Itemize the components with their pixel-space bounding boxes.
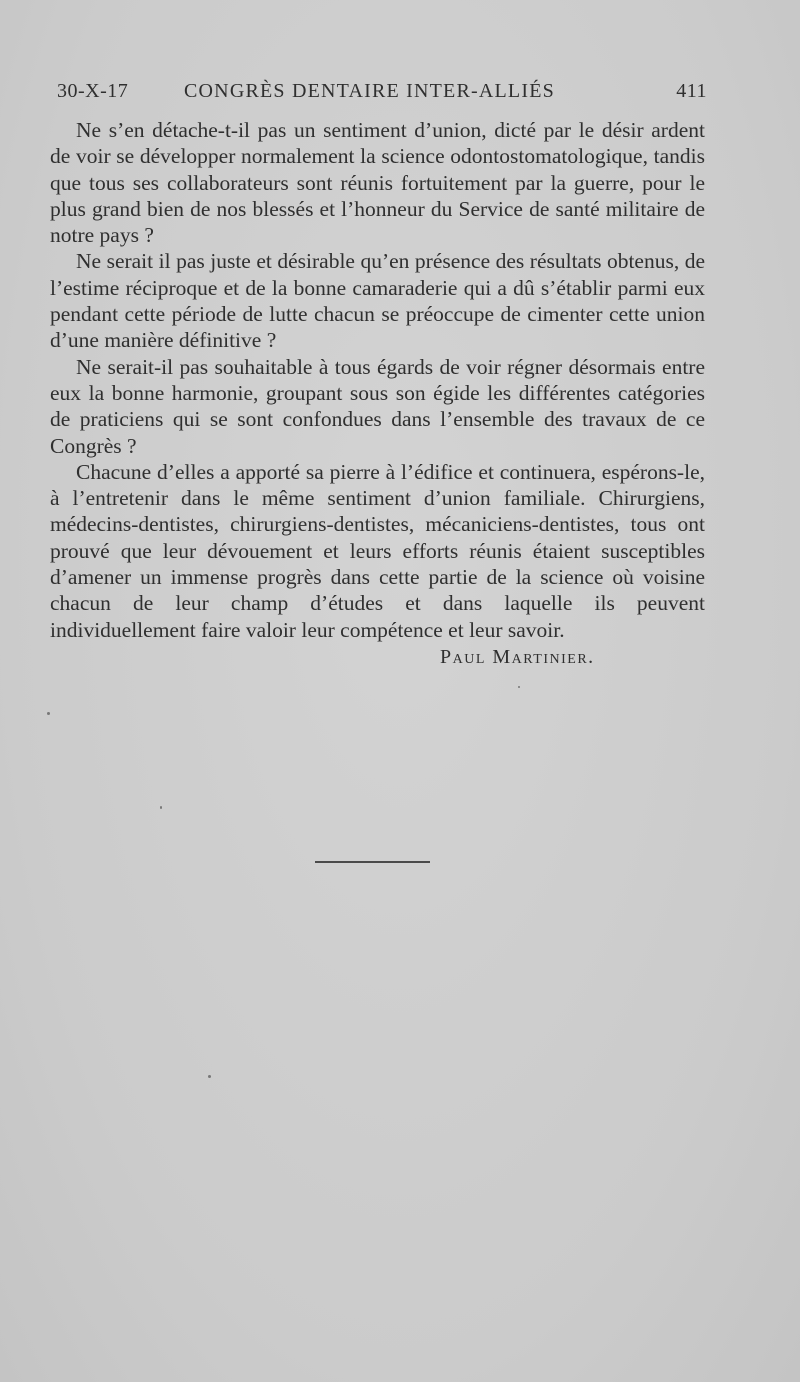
- paragraph-3: Ne serait-il pas souhaitable à tous égards de voir régner désormais entre eux la bonne harmonie, groupant sous son égide les différentes catégories de praticiens qui se sont confondues dans l’ensemble des travaux de ce Congrès ?: [50, 354, 705, 458]
- paper-speck: [208, 1075, 211, 1078]
- author-signature: Paul Martinier.: [440, 646, 595, 668]
- page-number: 411: [676, 80, 707, 102]
- header-date: 30-X-17: [57, 80, 129, 102]
- paragraph-1: Ne s’en détache-t-il pas un sentiment d’union, dicté par le désir ardent de voir se développer normalement la science odontostomatologique, tandis que tous ses collaborateurs sont réunis fortuitement par la guerre, pour le plus grand bien de nos blessés et l’honneur du Service de santé militaire de notre pays ?: [50, 118, 705, 248]
- paper-speck: [47, 712, 50, 715]
- paper-speck: [160, 806, 162, 809]
- paragraph-2: Ne serait il pas juste et désirable qu’en présence des résultats obtenus, de l’estime réciproque et de la bonne camaraderie qui a dû s’établir parmi eux pendant cette période de lutte chacun se préoccupe de cimenter cette union d’une manière définitive ?: [50, 249, 705, 353]
- article-body: [50, 117, 705, 643]
- paragraph-4: Chacune d’elles a apporté sa pierre à l’édifice et continuera, espérons-le, à l’entretenir dans le même sentiment d’union familiale. Chirurgiens, médecins-dentistes, chirurgiens-dentistes, mécaniciens-dentistes, tous ont prouvé que leur dévouement et leurs efforts réunis étaient susceptibles d’amener un immense progrès dans cette partie de la science où voisine chacun de leur champ d’études et dans laquelle ils peuvent individuellement faire valoir leur compétence et leur savoir.: [50, 459, 705, 642]
- section-divider: [315, 861, 430, 863]
- paper-speck: [518, 686, 520, 688]
- running-head: [57, 80, 707, 108]
- header-title: CONGRÈS DENTAIRE INTER-ALLIÉS: [184, 80, 555, 102]
